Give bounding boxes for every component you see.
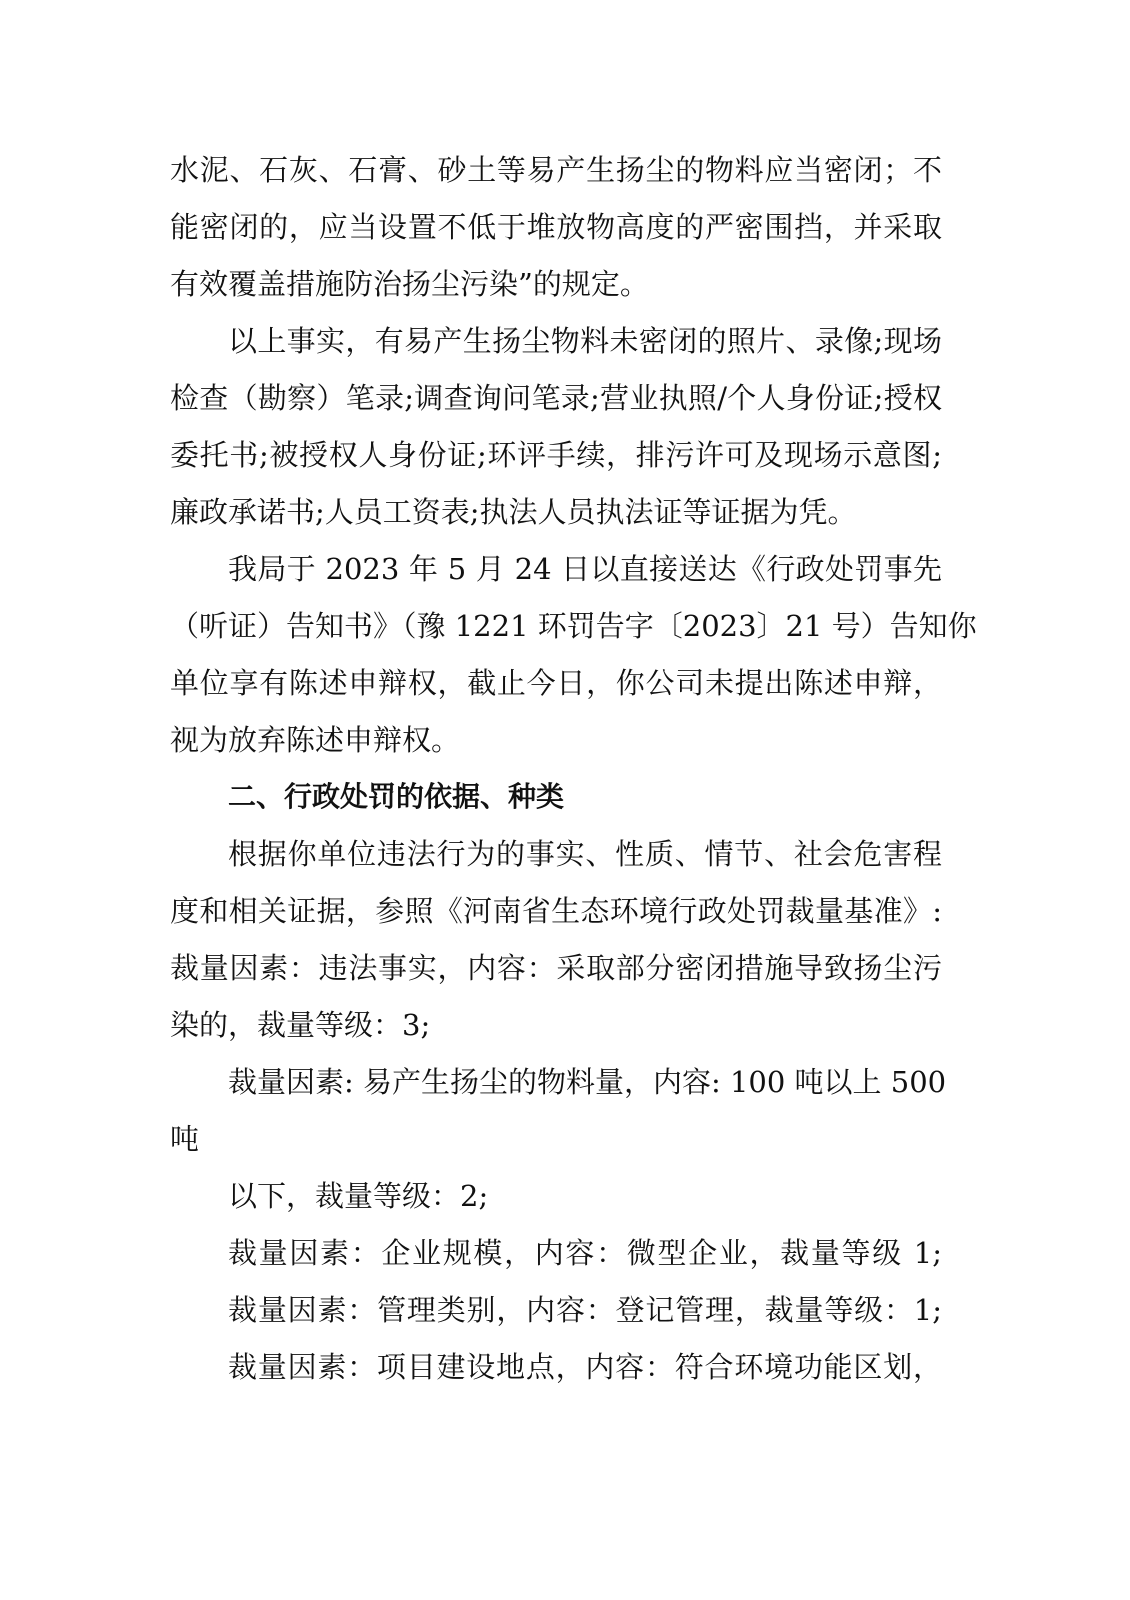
- document-body: [170, 150, 977, 1404]
- p4-line-4: 染的，裁量等级：3;: [170, 1008, 431, 1042]
- p3-line-1: 我局于 2023 年 5 月 24 日以直接送达《行政处罚事先: [228, 552, 942, 586]
- p3-line-3: 单位享有陈述申辩权，截止今日，你公司未提出陈述申辩，: [170, 666, 942, 700]
- p1-line-2: 能密闭的，应当设置不低于堆放物高度的严密围挡，并采取: [170, 210, 942, 244]
- p3-line-4: 视为放弃陈述申辩权。: [170, 723, 461, 757]
- p3-line-2: （听证）告知书》（豫 1221 环罚告字〔2023〕21 号）告知你: [170, 609, 977, 643]
- p4-line-1: 根据你单位违法行为的事实、性质、情节、社会危害程: [228, 837, 942, 871]
- section-heading: 二、行政处罚的依据、种类: [228, 780, 565, 813]
- p9-line-1: 裁量因素：项目建设地点，内容：符合环境功能区划，: [228, 1350, 942, 1384]
- p2-line-1: 以上事实，有易产生扬尘物料未密闭的照片、录像;现场: [228, 324, 942, 358]
- p8-line-1: 裁量因素：管理类别，内容：登记管理，裁量等级：1;: [228, 1293, 942, 1327]
- p6-line-1: 以下，裁量等级：2;: [228, 1179, 489, 1213]
- p2-line-2: 检查（勘察）笔录;调查询问笔录;营业执照/个人身份证;授权: [170, 381, 942, 415]
- p4-line-3: 裁量因素：违法事实，内容：采取部分密闭措施导致扬尘污: [170, 951, 942, 985]
- p5-line-1: 裁量因素: 易产生扬尘的物料量，内容: 100 吨以上 500: [228, 1065, 947, 1099]
- p2-line-4: 廉政承诺书;人员工资表;执法人员执法证等证据为凭。: [170, 495, 857, 529]
- p1-line-1: 水泥、石灰、石膏、砂土等易产生扬尘的物料应当密闭；不: [170, 153, 942, 187]
- p2-line-3: 委托书;被授权人身份证;环评手续，排污许可及现场示意图;: [170, 438, 942, 472]
- p7-line-1: 裁量因素：企业规模，内容：微型企业，裁量等级 1;: [228, 1236, 942, 1270]
- p4-line-2: 度和相关证据，参照《河南省生态环境行政处罚裁量基准》:: [170, 894, 942, 928]
- p5-line-2: 吨: [170, 1122, 200, 1156]
- p1-line-3: 有效覆盖措施防治扬尘污染”的规定。: [170, 267, 649, 301]
